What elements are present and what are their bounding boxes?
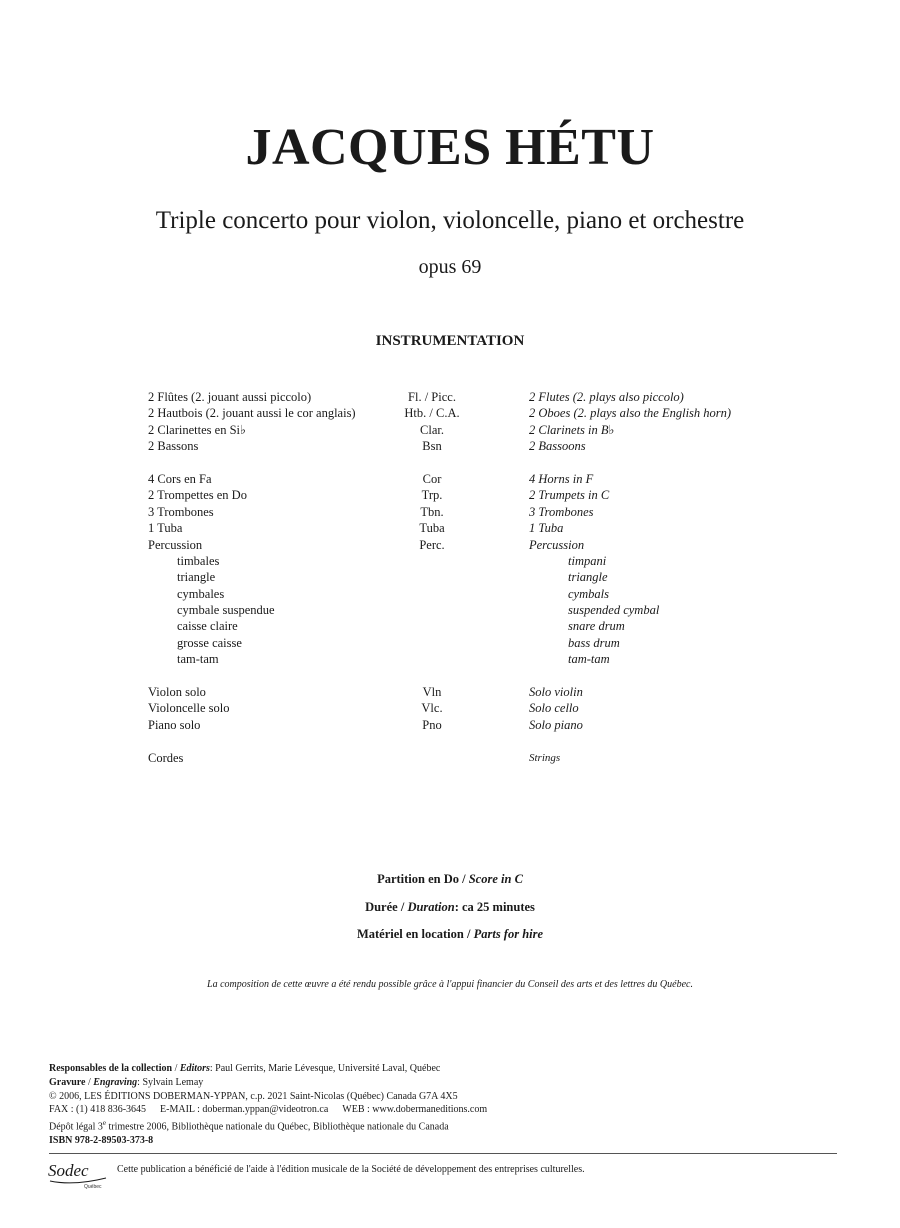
instrument-en: Solo piano xyxy=(529,717,583,732)
score-in-c-line xyxy=(0,873,900,886)
instrument-row-horns xyxy=(148,471,788,487)
percussion-item-en: timpani xyxy=(568,553,607,568)
instrument-abbr: Tuba xyxy=(419,521,445,536)
editors-label: Editors xyxy=(179,1063,210,1074)
instrument-en: Solo cello xyxy=(529,701,579,716)
percussion-item-row xyxy=(148,553,788,569)
instrument-en: Solo violin xyxy=(529,685,583,700)
percussion-item-row xyxy=(148,569,788,585)
logo-sub: Québec xyxy=(84,1184,102,1190)
editors-line: Responsables de la collection / Editors: Paul Gerrits, Marie Lévesque, Université Laval, Québec xyxy=(49,1063,441,1074)
instrument-row-oboes xyxy=(148,405,788,421)
composer-name: JACQUES HÉTU xyxy=(245,119,655,176)
instrument-en: 4 Horns in F xyxy=(529,471,594,486)
partition-fr: Partition en Do xyxy=(377,872,459,886)
instrument-fr: 2 Clarinettes en Si♭ xyxy=(148,422,246,437)
instrument-row-clarinets xyxy=(148,422,788,438)
instrument-fr: Percussion xyxy=(148,537,203,552)
separator: / xyxy=(397,900,408,914)
duration-value: ca 25 minutes xyxy=(461,900,535,914)
footer-divider xyxy=(49,1153,837,1154)
engraving-label: Engraving xyxy=(93,1076,138,1088)
instrument-fr: Piano solo xyxy=(148,717,201,732)
contact-line xyxy=(49,1103,487,1117)
logo-text: Sodec xyxy=(48,1161,89,1180)
instrument-fr: Violoncelle solo xyxy=(148,701,230,716)
editors-names: Paul Gerrits, Marie Lévesque, Université Laval, Québec xyxy=(215,1063,441,1074)
responsables-label: Responsables de la collection xyxy=(49,1063,173,1074)
gravure-label: Gravure xyxy=(49,1076,86,1088)
instrument-en: 3 Trombones xyxy=(529,504,594,519)
engraving-line: Gravure / Engraving: Sylvain Lemay xyxy=(49,1076,204,1088)
instrument-abbr: Bsn xyxy=(422,439,442,454)
instrument-en: 2 Bassoons xyxy=(529,439,586,454)
instrument-en: 1 Tuba xyxy=(529,521,564,536)
percussion-item-en: cymbals xyxy=(568,586,609,601)
instrument-row-trumpets xyxy=(148,487,788,503)
percussion-item-en: bass drum xyxy=(568,635,620,650)
instrument-row-solo-piano xyxy=(148,717,788,733)
instrumentation-table xyxy=(148,389,788,766)
sodec-logo xyxy=(46,1156,114,1190)
instrument-en: Strings xyxy=(529,751,561,764)
instrument-abbr: Clar. xyxy=(420,422,444,437)
instrument-row-strings xyxy=(148,750,788,766)
percussion-item-fr: grosse caisse xyxy=(177,635,242,650)
percussion-item-fr: tam-tam xyxy=(177,652,219,667)
instrument-en: 2 Oboes (2. plays also the English horn) xyxy=(529,406,732,421)
duree-en: Duration xyxy=(407,900,455,914)
parts-for-hire-line xyxy=(0,928,900,941)
instrumentation-heading: INSTRUMENTATION xyxy=(375,333,525,349)
instrument-en: Percussion xyxy=(529,537,585,552)
instrument-fr: 3 Trombones xyxy=(148,504,214,519)
instrument-row-flutes xyxy=(148,389,788,405)
instrument-abbr: Vln xyxy=(422,685,442,700)
legal-deposit-suffix: trimestre 2006, Bibliothèque nationale du Québec, Bibliothèque nationale du Canada xyxy=(105,1121,449,1133)
instrument-fr: Cordes xyxy=(148,750,184,765)
instrument-row-solo-violin xyxy=(148,684,788,700)
percussion-item-row xyxy=(148,618,788,634)
instrument-en: 2 Trumpets in C xyxy=(529,488,610,503)
materiel-en: Parts for hire xyxy=(473,927,544,941)
percussion-item-en: suspended cymbal xyxy=(568,603,660,618)
duration-line: Durée / Duration: ca 25 minutes xyxy=(365,900,535,914)
instrument-abbr: Htb. / C.A. xyxy=(404,406,460,421)
instrument-abbr: Tbn. xyxy=(420,504,444,519)
work-title: Triple concerto pour violon, violoncelle, piano et orchestre xyxy=(155,207,745,234)
instrument-row-solo-cello xyxy=(148,700,788,716)
percussion-item-fr: cymbales xyxy=(177,586,225,601)
instrument-abbr: Trp. xyxy=(421,488,443,503)
separator: / xyxy=(459,872,469,886)
publication-credits xyxy=(49,1062,487,1148)
isbn: ISBN 978-2-89503-373-8 xyxy=(49,1135,154,1147)
instrument-fr: Violon solo xyxy=(148,685,206,700)
engraver-name: Sylvain Lemay xyxy=(142,1076,204,1088)
percussion-item-en: snare drum xyxy=(568,619,625,634)
instrument-abbr: Fl. / Picc. xyxy=(408,390,456,404)
percussion-item-fr: timbales xyxy=(177,553,220,568)
instrument-fr: 1 Tuba xyxy=(148,521,183,536)
sodec-note: Cette publication a bénéficié de l'aide à l'édition musicale de la Société de développement des entreprises culturelles. xyxy=(117,1164,585,1175)
percussion-item-fr: triangle xyxy=(177,570,216,585)
percussion-item-row xyxy=(148,586,788,602)
funding-note: La composition de cette œuvre a été rendu possible grâce à l'appui financier du Conseil des arts et des lettres du Québec. xyxy=(207,979,693,990)
legal-deposit-prefix: Dépôt légal 3 xyxy=(49,1121,103,1133)
instrument-row-trombones xyxy=(148,504,788,520)
instrument-fr: 2 Hautbois (2. jouant aussi le cor anglais) xyxy=(148,406,356,421)
percussion-item-en: triangle xyxy=(568,570,608,585)
instrument-fr: 2 Trompettes en Do xyxy=(148,488,247,503)
copyright-line: © 2006, LES ÉDITIONS DOBERMAN-YPPAN, c.p. 2021 Saint-Nicolas (Québec) Canada G7A 4X5 xyxy=(49,1090,458,1102)
instrument-fr: 4 Cors en Fa xyxy=(148,471,212,486)
legal-deposit-sup: e xyxy=(102,1119,106,1128)
instrument-abbr: Vlc. xyxy=(421,701,443,716)
fax: FAX : (1) 418 836-3645 xyxy=(49,1104,147,1116)
percussion-item-row xyxy=(148,635,788,651)
partition-en: Score in C xyxy=(468,872,523,886)
percussion-item-en: tam-tam xyxy=(568,652,610,667)
email: E-MAIL : doberman.yppan@videotron.ca xyxy=(160,1104,329,1116)
percussion-item-fr: caisse claire xyxy=(177,619,238,634)
materiel-fr: Matériel en location xyxy=(356,927,464,941)
percussion-item-fr: cymbale suspendue xyxy=(177,603,275,618)
legal-deposit-line xyxy=(49,1117,487,1134)
instrument-row-bassoons xyxy=(148,438,788,454)
instrument-row-percussion xyxy=(148,537,788,553)
instrument-en: 2 Clarinets in B♭ xyxy=(529,422,615,437)
percussion-item-row xyxy=(148,651,788,667)
duree-fr: Durée xyxy=(365,900,398,914)
instrument-fr: 2 Bassons xyxy=(148,439,199,454)
percussion-item-row xyxy=(148,602,788,618)
instrument-fr: 2 Flûtes (2. jouant aussi piccolo) xyxy=(148,390,312,404)
website-link[interactable]: WEB : www.dobermaneditions.com xyxy=(342,1104,488,1116)
instrument-abbr: Perc. xyxy=(419,537,445,552)
instrument-en: 2 Flutes (2. plays also piccolo) xyxy=(529,390,684,404)
separator: / xyxy=(463,927,474,941)
instrument-abbr: Pno xyxy=(422,717,442,732)
instrument-abbr: Cor xyxy=(422,471,442,486)
opus-number: opus 69 xyxy=(418,256,482,278)
instrument-row-tuba xyxy=(148,520,788,536)
